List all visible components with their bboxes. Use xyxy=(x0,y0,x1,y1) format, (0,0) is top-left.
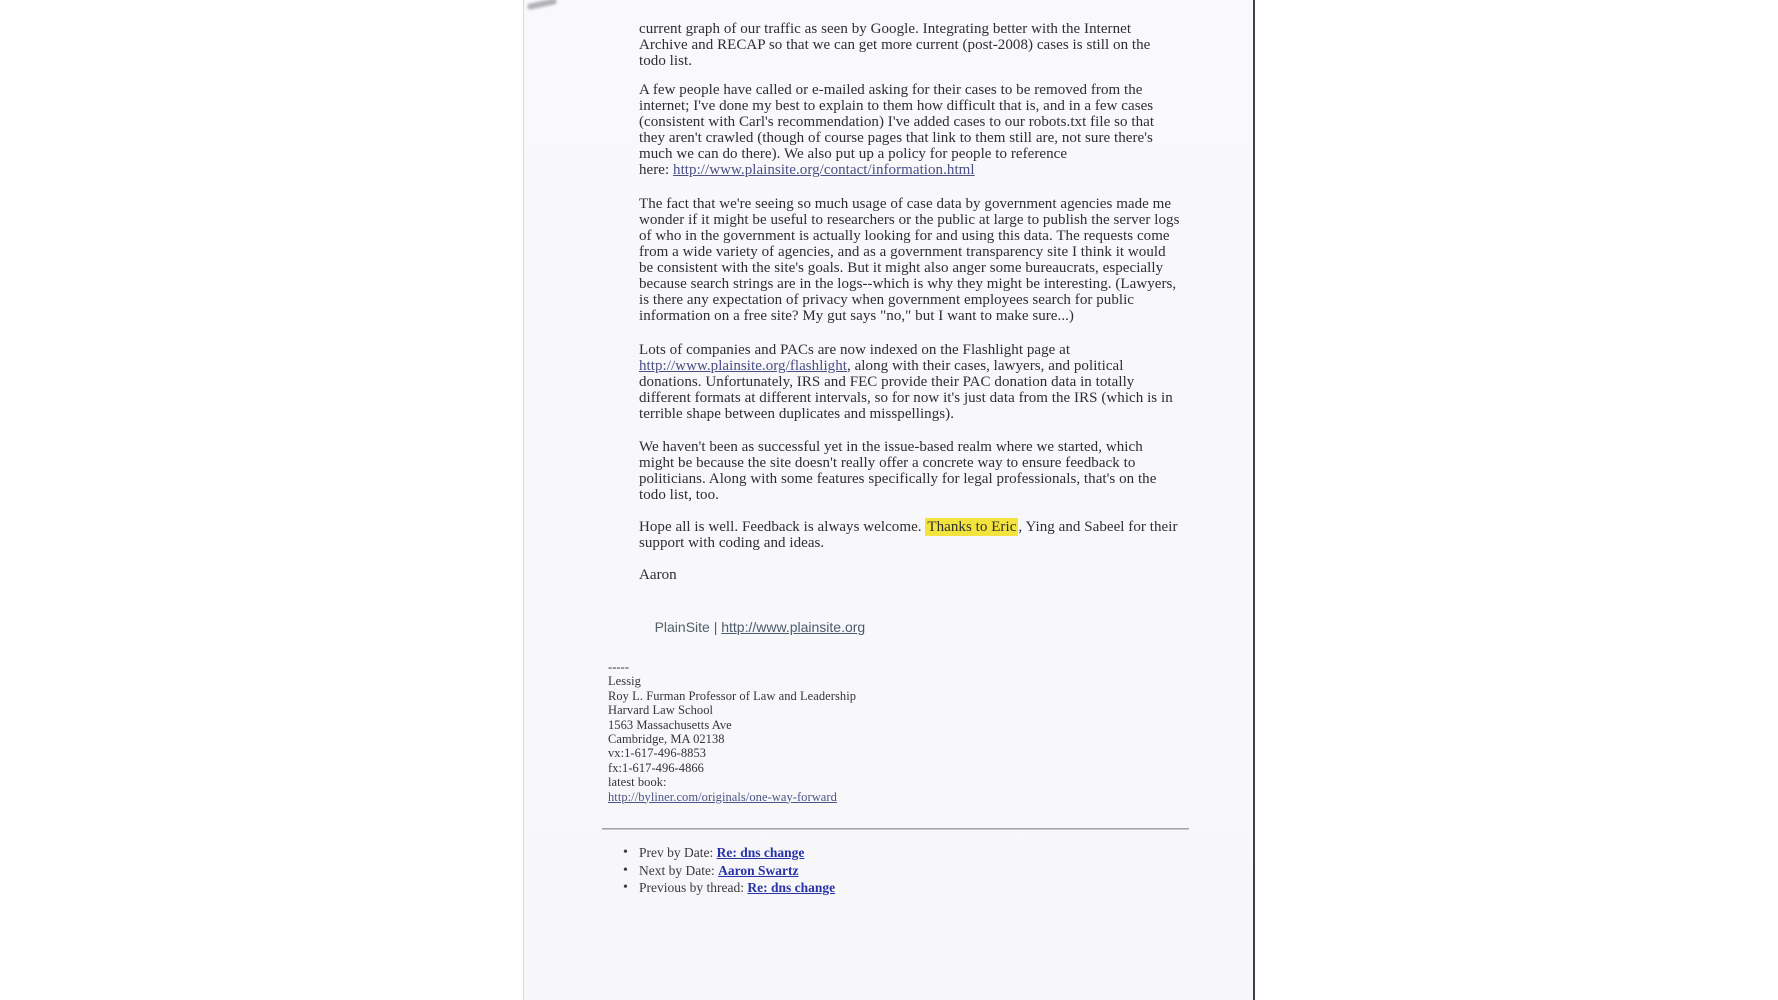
nav-prev-by-date-link[interactable]: Re: dns change xyxy=(716,845,805,860)
scan-artifact xyxy=(527,0,558,10)
text-line: because search strings are in the logs--which is why they might be interesting. (Lawyers, xyxy=(639,276,1177,292)
nav-next-by-date-link[interactable]: Aaron Swartz xyxy=(718,862,799,878)
list-item xyxy=(608,879,835,897)
contact-policy-link[interactable]: http://www.plainsite.org/contact/information.html xyxy=(673,162,975,178)
signature-line: vx:1-617-496-8853 xyxy=(608,746,707,761)
text-line: is there any expectation of privacy when government employees search for public xyxy=(639,292,1135,308)
text-line: The fact that we're seeing so much usage of case data by government agencies made me xyxy=(639,196,1172,212)
text-line: much we can do there). We also put up a policy for people to reference xyxy=(639,146,1068,162)
text-line: internet; I've done my best to explain to them how difficult that is, and in a few cases xyxy=(639,98,1154,114)
nav-label: Prev by Date: xyxy=(639,845,717,860)
paragraph-flashlight xyxy=(639,342,1173,422)
signoff xyxy=(639,567,677,583)
bullet-icon: • xyxy=(623,845,628,860)
signoff-name: Aaron xyxy=(639,567,677,583)
flashlight-link[interactable]: http://www.plainsite.org/flashlight xyxy=(639,358,847,374)
signature-line: Cambridge, MA 02138 xyxy=(608,731,725,746)
paragraph-issue-realm xyxy=(639,439,1156,503)
text-line xyxy=(639,162,1154,178)
text-line: support with coding and ideas. xyxy=(639,535,825,551)
signature-line: Roy L. Furman Professor of Law and Leadership xyxy=(608,688,857,703)
signature-line: latest book: xyxy=(608,775,667,790)
text-line: todo list. xyxy=(639,53,693,69)
signature-divider: ----- xyxy=(608,660,630,674)
nav-prev-by-thread-link[interactable]: Re: dns change xyxy=(747,880,836,895)
text-line: wonder if it might be useful to researchers or the public at large to publish the server logs xyxy=(639,212,1180,228)
text-line: Archive and RECAP so that we can get more current (post-2008) cases is still on the xyxy=(639,37,1151,53)
text-line: different formats at different intervals, so for now it's just data from the IRS (which is in xyxy=(639,390,1173,406)
text-after-link: , along with their cases, lawyers, and political xyxy=(847,358,1124,374)
list-item xyxy=(608,844,835,862)
signature-block xyxy=(608,660,856,804)
text-line: Lots of companies and PACs are now indexed on the Flashlight page at xyxy=(639,342,1071,358)
text-line: We haven't been as successful yet in the issue-based realm where we started, which xyxy=(639,439,1143,455)
text-line: be consistent with the site's goals. But it might also anger some bureaucrats, especially xyxy=(639,260,1164,276)
signature-line xyxy=(608,790,856,804)
signature-line: Harvard Law School xyxy=(608,703,714,718)
text-line: terrible shape between duplicates and misspellings). xyxy=(639,406,955,422)
text-before-highlight: Hope all is well. Feedback is always welcome. xyxy=(639,519,926,535)
brand-label: PlainSite | xyxy=(654,619,722,635)
archive-nav xyxy=(608,844,835,897)
text-line: current graph of our traffic as seen by Google. Integrating better with the Internet xyxy=(639,21,1132,37)
text-line: todo list, too. xyxy=(639,487,719,503)
text-line: they aren't crawled (though of course pages that link to them still are, not sure there's xyxy=(639,130,1153,146)
text-line: might be because the site doesn't really offer a concrete way to ensure feedback to xyxy=(639,455,1136,471)
bullet-icon: • xyxy=(623,862,628,878)
plainsite-link[interactable]: http://www.plainsite.org xyxy=(721,619,866,635)
text-line xyxy=(639,519,1178,535)
scanned-page xyxy=(523,0,1255,1000)
signature-line: 1563 Massachusetts Ave xyxy=(608,717,732,732)
nav-label: Next by Date: xyxy=(639,862,719,878)
paragraph-removal-requests xyxy=(639,82,1154,178)
bullet-icon: • xyxy=(623,880,628,895)
text-after-highlight: , Ying and Sabeel for their xyxy=(1018,519,1178,535)
paragraph-server-logs xyxy=(639,196,1179,324)
horizontal-rule xyxy=(602,828,1189,830)
text-line: politicians. Along with some features specifically for legal professionals, that's on the xyxy=(639,471,1157,487)
text-line: A few people have called or e-mailed asking for their cases to be removed from the xyxy=(639,82,1143,98)
paragraph-thanks xyxy=(639,519,1178,551)
text-line: from a wide variety of agencies, and as a government transparency site I think it would xyxy=(639,244,1166,260)
link-label: here: xyxy=(639,162,674,178)
signature-line: fx:1-617-496-4866 xyxy=(608,760,704,775)
paragraph-traffic xyxy=(639,21,1150,69)
list-item xyxy=(608,862,835,880)
signature-line: Lessig xyxy=(608,674,641,689)
text-line: donations. Unfortunately, IRS and FEC provide their PAC donation data in totally xyxy=(639,374,1135,390)
text-line: information on a free site? My gut says "no," but I want to make sure...) xyxy=(639,308,1074,324)
highlighted-text: Thanks to Eric xyxy=(927,519,1017,535)
byliner-book-link[interactable]: http://byliner.com/originals/one-way-forward xyxy=(608,789,837,804)
text-line: of who in the government is actually looking for and using this data. The requests come xyxy=(639,228,1170,244)
text-line xyxy=(639,358,1173,374)
brand-line xyxy=(639,600,866,635)
nav-label: Previous by thread: xyxy=(639,880,748,895)
text-line: (consistent with Carl's recommendation) I've added cases to our robots.txt file so that xyxy=(639,114,1155,130)
